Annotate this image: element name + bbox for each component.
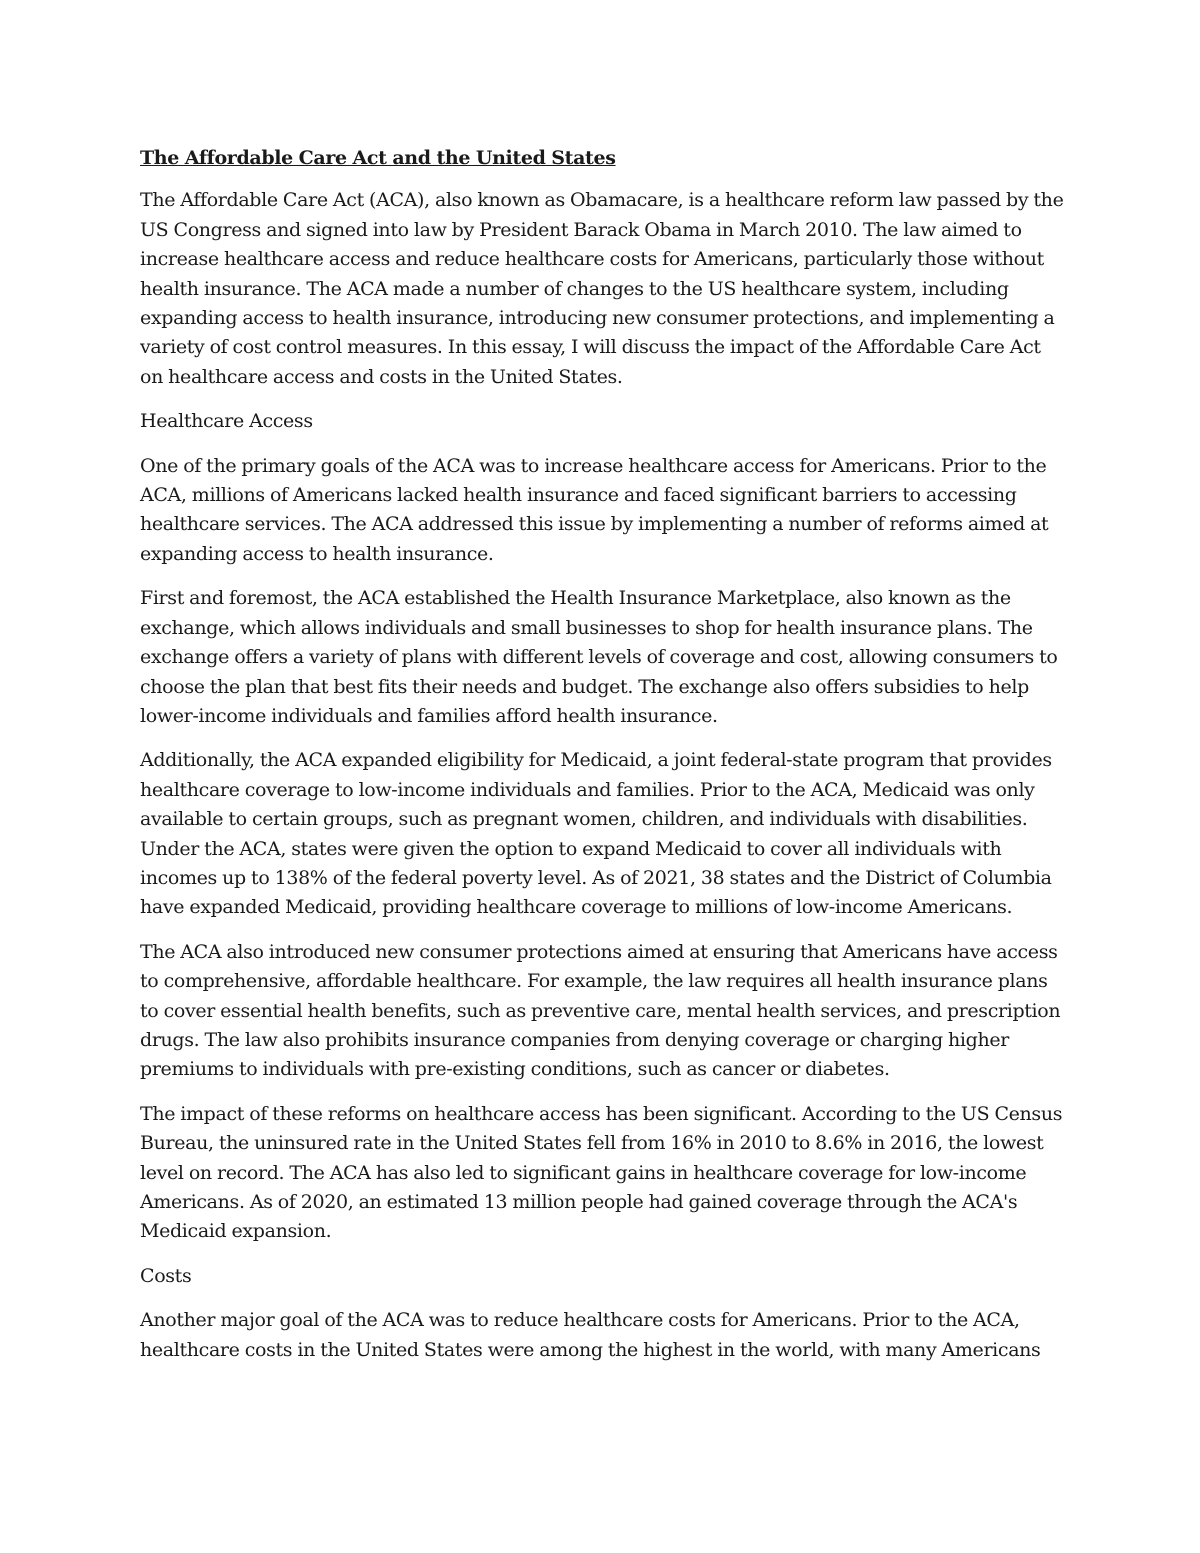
paragraph-marketplace: First and foremost, the ACA established the Health Insurance Marketplace, also known as the exchange, which allows individuals and small businesses to shop for health insurance plans. The exchange offers a variety of plans with different levels of coverage and cost, allowing consumers to choose the plan that best fits their needs and budget. The exchange also offers subsidies to help lower-income individuals and families afford health insurance. xyxy=(140,587,1058,727)
paragraph-consumer-protections: The ACA also introduced new consumer protections aimed at ensuring that Americans have access to comprehensive, affordable healthcare. For example, the law requires all health insurance plans to cover essential health benefits, such as preventive care, mental health services, and prescription drugs. The law also prohibits insurance companies from denying coverage or charging higher premiums to individuals with pre-existing conditions, such as cancer or diabetes. xyxy=(140,940,1061,1081)
paragraph-intro: The Affordable Care Act (ACA), also known as Obamacare, is a healthcare reform law passed by the US Congress and signed into law by President Barack Obama in March 2010. The law aimed to increase healthcare access and reduce healthcare costs for Americans, particularly those without health insurance. The ACA made a number of changes to the US healthcare system, including expanding access to health insurance, introducing new consumer protections, and implementing a variety of cost control measures. In this essay, I will discuss the impact of the Affordable Care Act on healthcare access and costs in the United States. xyxy=(140,189,1064,388)
document-body xyxy=(140,144,1066,1380)
paragraph-costs: Another major goal of the ACA was to reduce healthcare costs for Americans. Prior to the ACA, healthcare costs in the United States were among the highest in the world, with many Americans xyxy=(140,1309,1041,1361)
section-heading-healthcare-access: Healthcare Access xyxy=(140,410,313,433)
section-heading-costs: Costs xyxy=(140,1264,192,1287)
paragraph-medicaid: Additionally, the ACA expanded eligibility for Medicaid, a joint federal-state program that provides healthcare coverage to low-income individuals and families. Prior to the ACA, Medicaid was only available to certain groups, such as pregnant women, children, and individuals with disabilities. Under the ACA, states were given the option to expand Medicaid to cover all individuals with incomes up to 138% of the federal poverty level. As of 2021, 38 states and the District of Columbia have expanded Medicaid, providing healthcare coverage to millions of low-income Americans. xyxy=(140,749,1052,919)
paragraph-impact: The impact of these reforms on healthcare access has been significant. According to the US Census Bureau, the uninsured rate in the United States fell from 16% in 2010 to 8.6% in 2016, the lowest level on record. The ACA has also led to significant gains in healthcare coverage for low-income Americans. As of 2020, an estimated 13 million people had gained coverage through the ACA's Medicaid expansion. xyxy=(140,1102,1063,1243)
document-title: The Affordable Care Act and the United States xyxy=(140,147,616,169)
paragraph-access-goals: One of the primary goals of the ACA was to increase healthcare access for Americans. Prior to the ACA, millions of Americans lacked health insurance and faced significant barriers to accessing healthcare services. The ACA addressed this issue by implementing a number of reforms aimed at expanding access to health insurance. xyxy=(140,454,1049,565)
